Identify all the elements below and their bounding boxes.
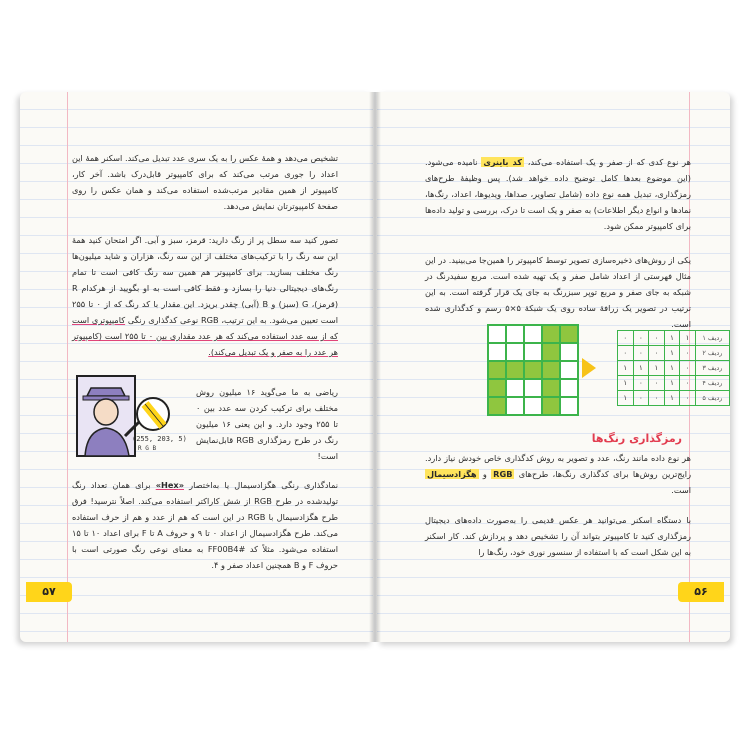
- grid-cell: ۰: [649, 331, 665, 346]
- pixel-filled: [488, 379, 506, 397]
- grid-cell: ۰: [649, 376, 665, 391]
- pixel-empty: [524, 379, 542, 397]
- grid-row: [618, 376, 730, 391]
- grid-row: [618, 391, 730, 406]
- grid-row-label: ردیف ۲: [695, 346, 729, 361]
- pixel-empty: [560, 379, 578, 397]
- arrow-right-icon: [582, 358, 596, 378]
- pixel-empty: [506, 397, 524, 415]
- right-paragraph-4: با دستگاه اسکنر می‌توانید هر عکس قدیمی را به‌صورت داده‌های دیجیتال رمزگذاری کنید تا کامپیوتر بتواند آن را تشخیص دهد و پردازش کند. کار اسکنر به این شکل است که با استفاده از سنسور نوری خود، رنگ‌ها را: [425, 515, 691, 557]
- pixel-filled: [488, 361, 506, 379]
- grid-cell: ۰: [633, 391, 649, 406]
- left-paragraph-4b: برای همان تعداد رنگ تولیدشده در طرح RGB از شش کاراکتر استفاده می‌کند. اصلاً نترسید! فرق طرح هگزادسیمال با RGB در این است که هم از عدد و هم از حرف استفاده می‌کند. طرح هگزادسیمال از اعداد ۰ تا ۹ و حروف A تا F برای اعداد ۱۰ تا ۱۵ استفاده می‌شود. مثلاً کد #FF00B4 به معنای نوعی رنگ صورتی است با حروف F و B همچنین اعداد صفر و ۴.: [72, 480, 339, 570]
- grid-row: [618, 331, 730, 346]
- page-number-right: ۵۶: [678, 582, 724, 602]
- grid-cell: ۰: [633, 376, 649, 391]
- grid-cell: ۰: [649, 346, 665, 361]
- hex-highlight: «Hex»: [155, 480, 184, 490]
- right-paragraph-3a: هر نوع داده مانند رنگ، عدد و تصویر به روش کدگذاری خاص خودش نیاز دارد. رایج‌ترین روش‌ها برای کدگذاری رنگ‌ها، طرح‌های: [425, 453, 692, 479]
- man-magnifier-illustration: [75, 374, 195, 462]
- pixel-empty: [524, 397, 542, 415]
- grid-cell: ۱: [618, 391, 634, 406]
- grid-row-label: ردیف ۳: [695, 361, 729, 376]
- rgb-letters-label: R G B: [138, 445, 157, 452]
- pixel-empty: [560, 397, 578, 415]
- grid-cell: ۱: [618, 376, 634, 391]
- right-paragraph-3: [425, 450, 691, 498]
- grid-cell: ۰: [649, 391, 665, 406]
- left-paragraph-2a: تصور کنید سه سطل پر از رنگ دارید: قرمز، سبز و آبی. اگر امتحان کنید همهٔ این سه رنگ را با ترکیب‌های مختلف از این سه رنگ، هزاران و شاید میلیون‌ها رنگ مختلف بسازید. برای کامپیوتر هم همین سه رنگ کافی است تا تمام رنگ‌های دیجیتالی دنیا را بسازد و فقط کافی است به او بگویید از هرکدام R (قرمز)، G (سبز) و B (آبی) چقدر بریزد. این مقدار با کد رنگ که از ۰ تا ۲۵۵ است تعیین می‌شود. به این ترتیب، RGB نوعی کدگذاری رنگی: [72, 235, 339, 325]
- pixel-filled: [542, 343, 560, 361]
- left-paragraph-1: تشخیص می‌دهد و همهٔ عکس را به یک سری عدد تبدیل می‌کند. اسکنر همهٔ این اعداد را جوری مرتب می‌کند که برای کامپیوتر قابل‌درک باشد. آخر کار، کامپیوتر از همین مقادیر مرتب‌شده استفاده می‌کند و همان عکس را روی صفحهٔ کامپیوترتان نمایش می‌دهد.: [72, 153, 338, 211]
- pixel-empty: [560, 361, 578, 379]
- book-gutter: [369, 92, 381, 642]
- grid-cell: ۱: [649, 361, 665, 376]
- grid-cell: ۱: [664, 331, 680, 346]
- grid-cell: ۰: [618, 346, 634, 361]
- right-paragraph-1a: هر نوع کدی که از صفر و یک استفاده می‌کند،: [527, 157, 691, 167]
- left-paragraph-2b: کامپیوتری است که از سه عدد استفاده می‌کند که هر عدد مقداری بین ۰ تا ۲۵۵ است (کامپیوتر هر عدد را به صفر و یک تبدیل می‌کند).: [72, 315, 338, 357]
- pixel-empty: [524, 343, 542, 361]
- binary-number-grid: [617, 330, 730, 406]
- grid-cell: ۱: [680, 331, 696, 346]
- grid-cell: ۱: [664, 361, 680, 376]
- pixel-filled: [506, 361, 524, 379]
- left-paragraph-4: [72, 477, 338, 573]
- grid-cell: ۰: [680, 376, 696, 391]
- pixel-filled: [542, 397, 560, 415]
- pixel-empty: [506, 379, 524, 397]
- pixel-empty: [488, 343, 506, 361]
- margin-line: [67, 92, 68, 642]
- right-page: [377, 92, 730, 642]
- grid-cell: ۰: [633, 331, 649, 346]
- pixel-empty: [506, 325, 524, 343]
- pixel-filled: [488, 397, 506, 415]
- section-heading: رمزگذاری رنگ‌ها: [591, 432, 682, 445]
- pixel-empty: [506, 343, 524, 361]
- grid-cell: ۱: [664, 391, 680, 406]
- page-number-left: ۵۷: [26, 582, 72, 602]
- right-paragraph-3b: و: [482, 469, 487, 479]
- pixel-filled: [542, 325, 560, 343]
- grid-cell: ۰: [633, 346, 649, 361]
- grid-cell: ۱: [618, 361, 634, 376]
- open-book: [20, 92, 730, 642]
- pixel-empty: [488, 325, 506, 343]
- pixel-filled: [560, 325, 578, 343]
- right-paragraph-3c: است.: [671, 485, 691, 495]
- giraffe-pixel-grid: [487, 324, 579, 416]
- pixel-filled: [542, 361, 560, 379]
- rgb-value-label: (255, 203, 5): [132, 435, 187, 443]
- binary-code-highlight: کد باینری: [483, 157, 523, 167]
- grid-cell: ۰: [680, 361, 696, 376]
- rgb-highlight: RGB: [493, 469, 513, 479]
- left-page: [20, 92, 373, 642]
- grid-row-label: ردیف ۴: [695, 376, 729, 391]
- grid-cell: ۰: [680, 346, 696, 361]
- left-paragraph-3: ریاضی به ما می‌گوید ۱۶ میلیون روش مختلف برای ترکیب کردن سه عدد بین ۰ تا ۲۵۵ وجود دارد. و این یعنی ۱۶ میلیون رنگ در طرح رمزگذاری RGB قابل‌نمایش است!: [196, 387, 338, 461]
- left-paragraph-2: [72, 232, 338, 360]
- grid-cell: ۰: [618, 331, 634, 346]
- pixel-empty: [560, 343, 578, 361]
- grid-cell: ۰: [680, 391, 696, 406]
- grid-cell: ۱: [664, 346, 680, 361]
- hexadecimal-highlight: هگزادسیمال: [427, 469, 477, 479]
- right-paragraph-1: [425, 154, 691, 234]
- pixel-filled: [524, 361, 542, 379]
- right-paragraph-1b: نامیده می‌شود. (این موضوع بعدها کامل توضیح داده خواهد شد). پس وظیفهٔ طرح‌های رمزگذاری، تبدیل همه نوع داده (شامل تصاویر، صداها، ویدیوها، اعداد، رنگ‌ها، نمادها و انواع دیگر اطلاعات) به صفر و یک است تا درک، بررسی و تولید داده‌ها برای کامپیوتر ممکن شود.: [424, 157, 691, 231]
- grid-row-label: ردیف ۱: [695, 331, 729, 346]
- pixel-empty: [524, 325, 542, 343]
- right-paragraph-2: یکی از روش‌های ذخیره‌سازی تصویر توسط کامپیوتر را همین‌جا می‌بینید. در این مثال فهرستی از اعداد شامل صفر و یک تهیه شده است. مربع سفیدرنگ در شبکه به جای صفر و مربع توپر سبزرنگ به جای یک قرار گرفته است. به این ترتیب در تصویر یک زرافهٔ ساده روی یک شبکهٔ ۵×۵ رسم و کدگذاری شده است.: [425, 255, 692, 329]
- grid-row: [618, 346, 730, 361]
- left-paragraph-4a: نمادگذاری رنگی هگزادسیمال یا به‌اختصار: [189, 480, 338, 490]
- grid-cell: ۱: [633, 361, 649, 376]
- grid-row: [618, 361, 730, 376]
- grid-row-label: ردیف ۵: [695, 391, 729, 406]
- grid-cell: ۱: [664, 376, 680, 391]
- pixel-filled: [542, 379, 560, 397]
